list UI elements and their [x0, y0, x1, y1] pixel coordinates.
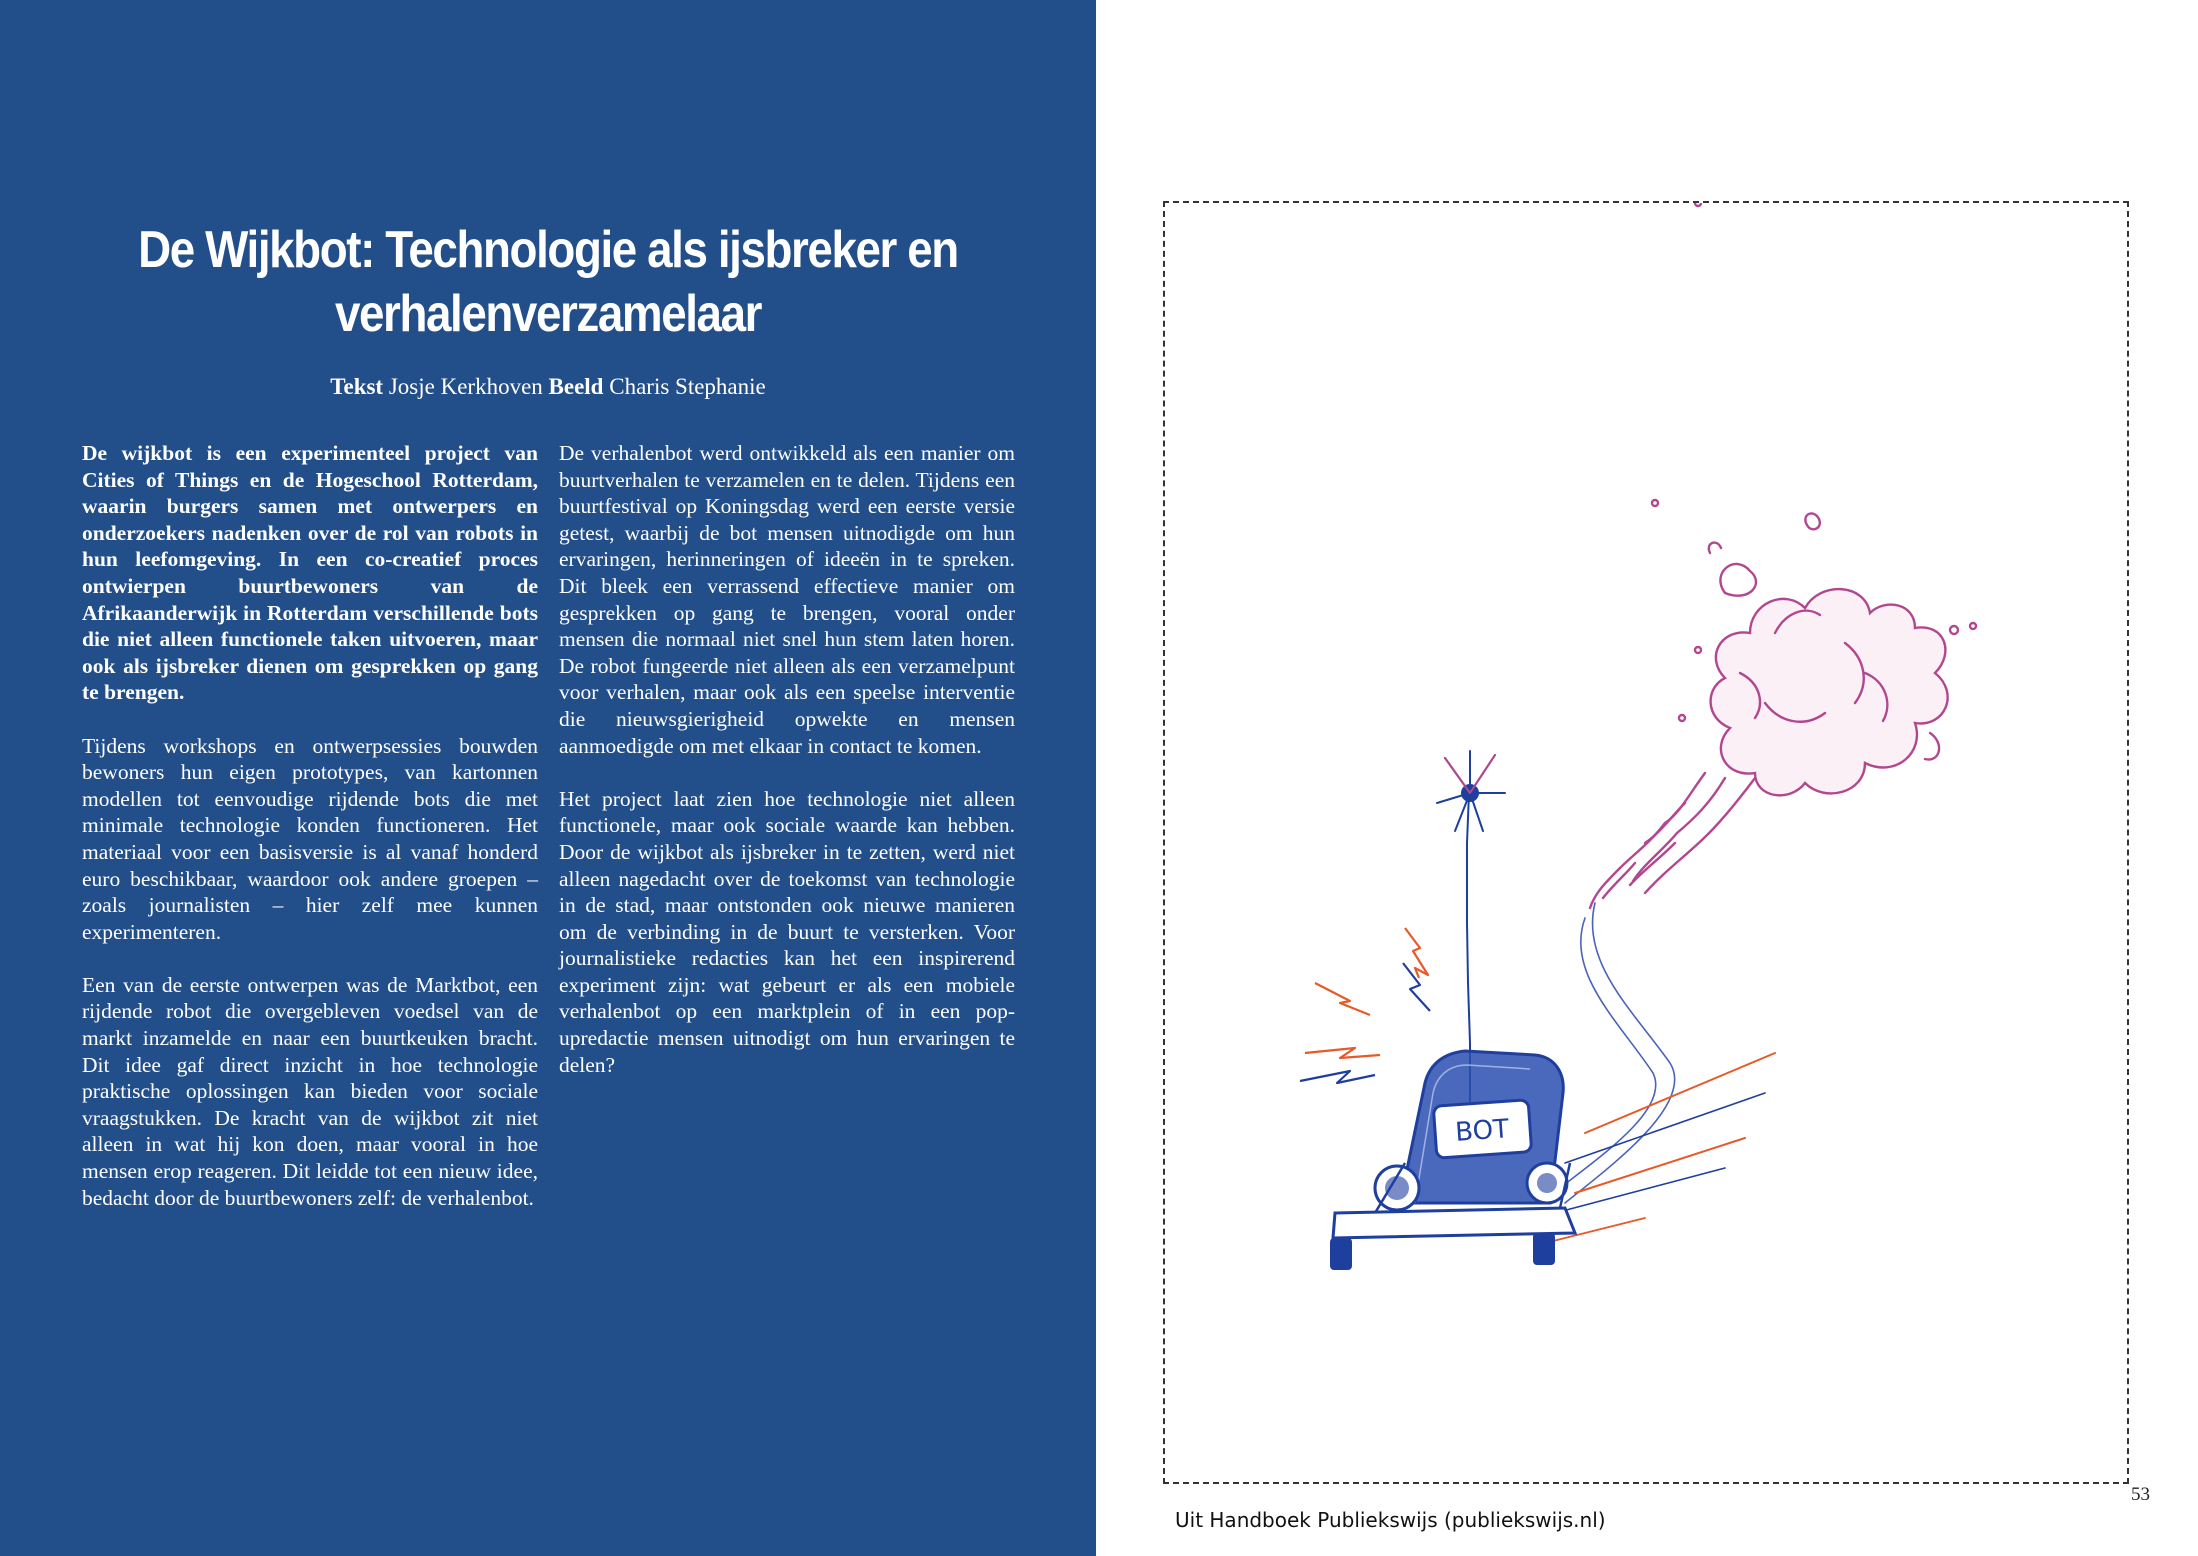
article-panel	[0, 0, 1096, 1556]
text-column-right	[559, 440, 1015, 1105]
byline-image-label: Beeld	[548, 374, 604, 399]
body-paragraph: Het project laat zien hoe technologie niet alleen functionele, maar ook sociale waarde kan hebben. Door de wijkbot als ijsbreker in te zetten, werd niet alleen nagedacht over de toekomst van technologie in de stad, maar ontstonden ook nieuwe manieren om de verbinding in de buurt te versterken. Voor journalistieke redacties kan het een inspirerend experiment zijn: wat gebeurt er als een mobiele verhalenbot op een marktplein of in een pop-upredactie mensen uitnodigt om hun ervaringen te delen?	[559, 786, 1015, 1077]
byline-text-label: Tekst	[330, 374, 384, 399]
smoke-cloud	[1590, 203, 1976, 908]
robot-bot	[1330, 1051, 1575, 1270]
source-credit: Uit Handboek Publiekswijs (publiekswijs.nl)	[1175, 1508, 1606, 1532]
body-paragraph: Tijdens workshops en ontwerpsessies bouwden bewoners hun eigen prototypes, van kartonnen modellen tot eenvoudige rijdende bots die met minimale technologie konden functioneren. Het materiaal voor een basisversie is al vanaf honderd euro beschikbaar, waardoor ook andere groepen – zoals journalisten – hier zelf mee kunnen experimenteren.	[82, 733, 538, 944]
byline-author: Josje Kerkhoven	[388, 374, 543, 399]
body-paragraph: De verhalenbot werd ontwikkeld als een manier om buurtverhalen te verzamelen en te delen. Tijdens een buurtfestival op Koningsdag werd een eerste versie getest, waarbij de bot mensen uitnodigde om hun ervaringen, herinneringen of ideeën in te spreken. Dit bleek een verrassend effectieve manier om gesprekken op gang te brengen, vooral onder mensen die normaal niet snel hun stem laten horen. De robot fungeerde niet alleen als een verzamelpunt voor verhalen, maar ook als een speelse interventie die nieuwsgierigheid opwekte en mensen aanmoedigde om met elkaar in contact te komen.	[559, 441, 1015, 758]
robot-illustration	[1165, 203, 2127, 1482]
text-column-left	[82, 440, 538, 1238]
speed-lines	[1545, 1053, 1775, 1243]
illustration-frame	[1163, 201, 2129, 1484]
lead-paragraph: De wijkbot is een experimenteel project van Cities of Things en de Hogeschool Rotterdam, waarin burgers samen met ontwerpers en onderzoekers nadenken over de rol van robots in hun leefomgeving. In een co-creatief proces ontwierpen buurtbewoners van de Afrikaanderwijk in Rotterdam verschillende bots die niet alleen functionele taken uitvoeren, maar ook als ijsbreker dienen om gesprekken op gang te brengen.	[82, 441, 538, 705]
body-paragraph: Een van de eerste ontwerpen was de Marktbot, een rijdende robot die overgebleven voedsel van de markt inzamelde en naar een buurtkeuken bracht. Dit idee gaf direct inzicht in hoe technologie praktische oplossingen kan bieden voor sociale vraagstukken. De kracht van de wijkbot zit niet alleen in wat hij kon doen, maar vooral in hoe mensen erop reageren. Dit leidde tot een nieuw idee, bedacht door de buurtbewoners zelf: de verhalenbot.	[82, 972, 538, 1210]
lightning-bolts	[1300, 928, 1430, 1083]
byline-illustrator: Charis Stephanie	[609, 374, 766, 399]
page-number: 53	[2131, 1484, 2150, 1505]
article-title: De Wijkbot: Technologie als ijsbreker en verhalenverzamelaar	[138, 221, 958, 343]
byline	[80, 372, 1016, 402]
bot-label: BOT	[1454, 1114, 1510, 1148]
